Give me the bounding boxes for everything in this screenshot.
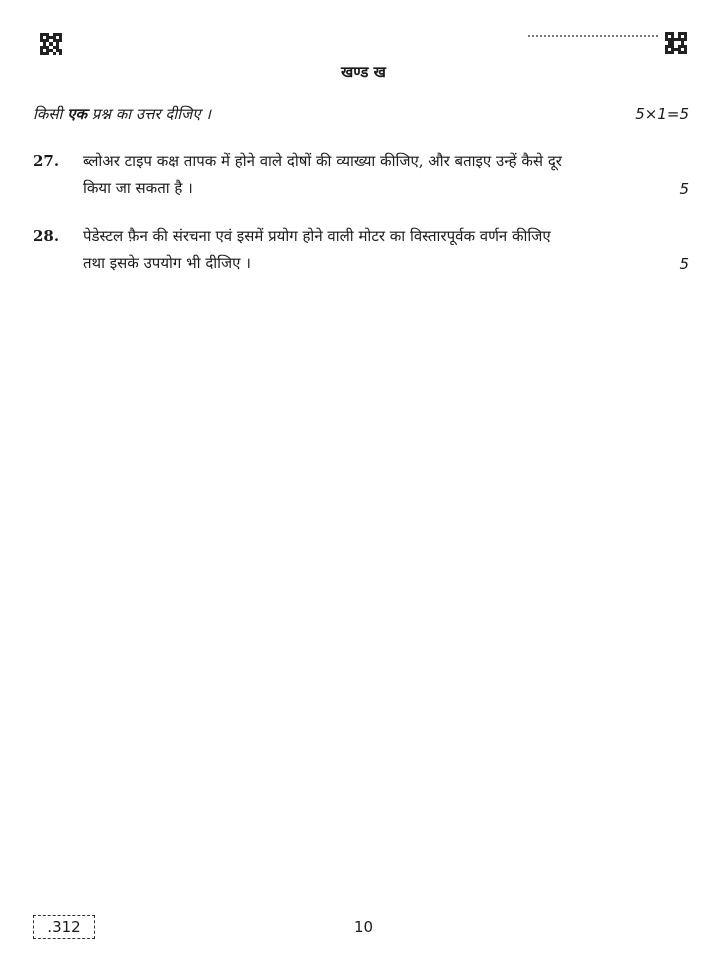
question-text xyxy=(83,148,657,202)
question-line: किया जा सकता है । xyxy=(83,179,193,197)
paper-code: .312 xyxy=(33,915,95,939)
question-number: 28. xyxy=(33,227,60,245)
question-line: ब्लोअर टाइप कक्ष तापक में होने वाले दोषों की व्याख्या कीजिए, और बताइए उन्हें कैसे दूर xyxy=(83,152,562,170)
question-line: पेडेस्टल फ़ैन की संरचना एवं इसमें प्रयोग होने वाली मोटर का विस्तारपूर्वक वर्णन कीजिए xyxy=(83,227,551,245)
qr-code-icon xyxy=(665,32,687,54)
page-number: 10 xyxy=(353,918,374,936)
question-line: तथा इसके उपयोग भी दीजिए । xyxy=(83,254,251,272)
qr-code-icon xyxy=(40,33,62,55)
tiny-print-strip xyxy=(528,35,658,40)
question-text xyxy=(83,223,657,277)
marks-summary: 5×1=5 xyxy=(635,105,689,123)
question-number: 27. xyxy=(33,152,60,170)
instruction-suffix: प्रश्न का उत्तर दीजिए । xyxy=(87,105,211,123)
instruction-text xyxy=(33,104,211,124)
question-marks: 5 xyxy=(679,255,689,273)
instruction-emphasis: एक xyxy=(67,105,88,123)
instruction-prefix: किसी xyxy=(33,105,68,123)
section-title: खण्ड ख xyxy=(341,63,386,81)
question-marks: 5 xyxy=(679,180,689,198)
